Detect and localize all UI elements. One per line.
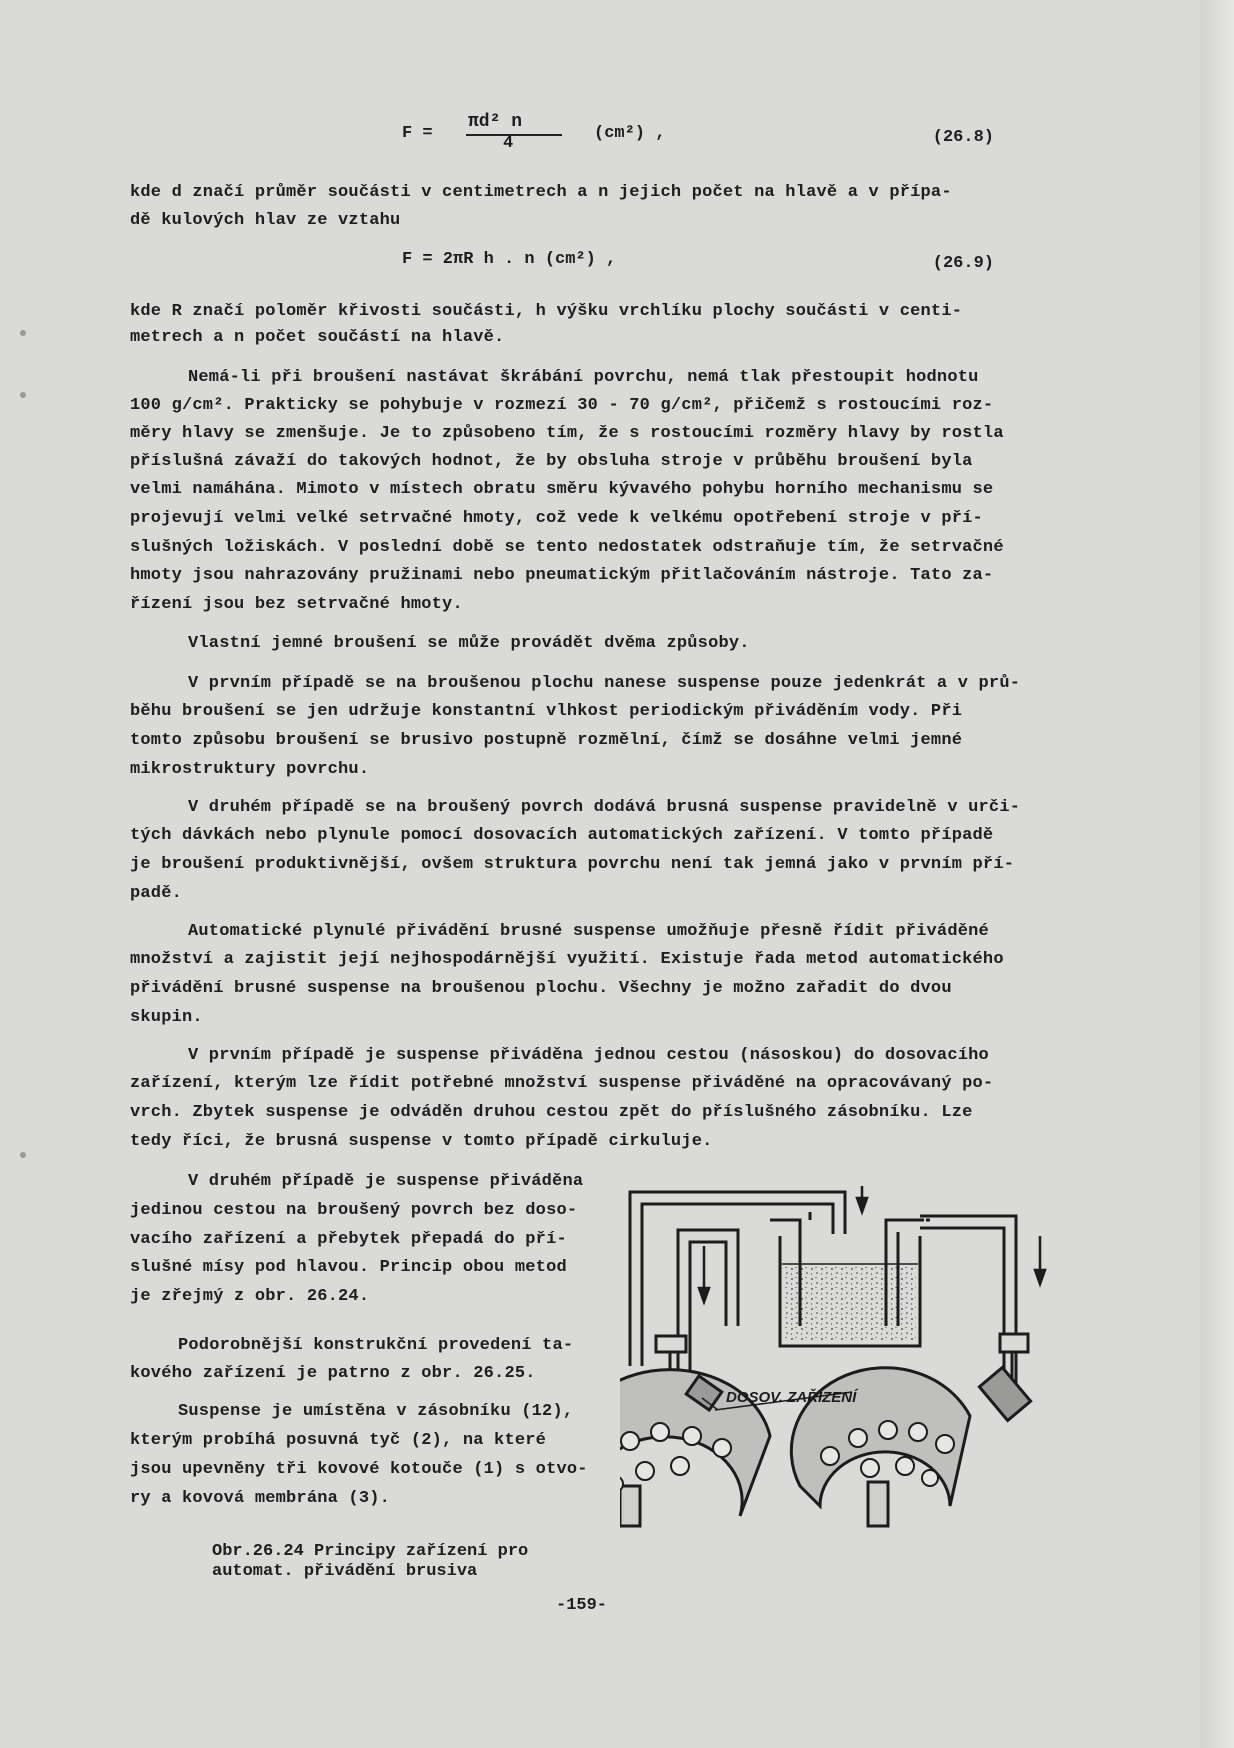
text-line: mikrostruktury povrchu.: [130, 760, 370, 779]
text-line: kde d značí průměr součásti v centimetrech a n jejich počet na hlavě a v přípa-: [130, 183, 952, 202]
page-number: -159-: [556, 1596, 608, 1615]
paragraph-first-line: V druhém případě se na broušený povrch dodává brusná suspense pravidelně v urči-: [188, 798, 1021, 817]
text-line: je zřejmý z obr. 26.24.: [130, 1287, 370, 1306]
paragraph-first-line: Automatické plynulé přivádění brusné suspense umožňuje přesně řídit přiváděné: [188, 922, 989, 941]
text-line: projevují velmi velké setrvačné hmoty, což vede k velkému opotřebení stroje v pří-: [130, 509, 983, 528]
punch-hole-mark: [20, 392, 26, 398]
text-line: velmi namáhána. Mimoto v místech obratu směru kývavého pohybu horního mechanismu se: [130, 480, 994, 499]
text-line: jsou upevněny tři kovové kotouče (1) s otvo-: [130, 1460, 588, 1479]
equation-numerator: πd² n: [468, 112, 523, 132]
text-line: tých dávkách nebo plynule pomocí dosovacích automatických zařízení. V tomto případě: [130, 826, 994, 845]
equation-expression: F = 2πR h . n (cm²) ,: [402, 250, 617, 269]
figure-caption-line: automat. přivádění brusiva: [212, 1562, 478, 1581]
text-line: tomto způsobu broušení se brusivo postupně rozmělní, čímž se dosáhne velmi jemné: [130, 731, 963, 750]
text-line: slušné mísy pod hlavou. Princip obou metod: [130, 1258, 567, 1277]
text-line: 100 g/cm². Prakticky se pohybuje v rozmezí 30 - 70 g/cm², přičemž s rostoucími roz-: [130, 396, 994, 415]
text-line: metrech a n počet součástí na hlavě.: [130, 328, 505, 347]
page-edge: [1200, 0, 1234, 1748]
paragraph-first-line: V druhém případě je suspense přiváděna: [188, 1172, 584, 1191]
punch-hole-mark: [20, 1152, 26, 1158]
text-line: skupin.: [130, 1008, 203, 1027]
paragraph-first-line: V prvním případě je suspense přiváděna jednou cestou (násoskou) do dosovacího: [188, 1046, 989, 1065]
fraction-bar: [466, 134, 562, 136]
figure-label: DOSOV. ZAŘÍZENÍ: [726, 1389, 857, 1406]
equation-unit: (cm²) ,: [594, 124, 666, 143]
text-line: dě kulových hlav ze vztahu: [130, 211, 401, 230]
text-line: tedy říci, že brusná suspense v tomto případě cirkuluje.: [130, 1132, 713, 1151]
text-line: zařízení, kterým lze řídit potřebné množství suspense přiváděné na opracovávaný po-: [130, 1074, 994, 1093]
text-line: množství a zajistit její nejhospodárnější využití. Existuje řada metod automatického: [130, 950, 1004, 969]
text-line: vacího zařízení a přebytek přepadá do pří-: [130, 1230, 567, 1249]
figure-caption-line: Obr.26.24 Principy zařízení pro: [212, 1542, 529, 1561]
paragraph-first-line: Nemá-li při broušení nastávat škrábání povrchu, nemá tlak přestoupit hodnotu: [188, 368, 979, 387]
punch-hole-mark: [20, 330, 26, 336]
equation-number: (26.8): [932, 128, 994, 147]
text-line: přivádění brusné suspense na broušenou plochu. Všechny je možno zařadit do dvou: [130, 979, 952, 998]
text-line: kde R značí poloměr křivosti součásti, h výšku vrchlíku plochy součásti v centi-: [130, 302, 963, 321]
dosing-device-diagram: [620, 1186, 1060, 1562]
text-line: hmoty jsou nahrazovány pružinami nebo pneumatickým přitlačováním nástroje. Tato za-: [130, 566, 994, 585]
text-line: vrch. Zbytek suspense je odváděn druhou cestou zpět do příslušného zásobníku. Lze: [130, 1103, 973, 1122]
text-line: jedinou cestou na broušený povrch bez doso-: [130, 1201, 578, 1220]
text-line: běhu broušení se jen udržuje konstantní vlhkost periodickým přiváděním vody. Při: [130, 702, 963, 721]
equation-lhs: F =: [402, 124, 433, 143]
text-line: kterým probíhá posuvná tyč (2), na které: [130, 1431, 547, 1450]
text-line: je broušení produktivnější, ovšem struktura povrchu není tak jemná jako v prvním pří-: [130, 855, 1015, 874]
text-line: padě.: [130, 884, 183, 903]
paragraph-first-line: Podorobnější konstrukční provedení ta-: [178, 1336, 574, 1355]
text-line: měry hlavy se zmenšuje. Je to způsobeno tím, že s rostoucími rozměry hlavy by rostla: [130, 424, 1004, 443]
text-line: ry a kovová membrána (3).: [130, 1489, 391, 1508]
text-line: řízení jsou bez setrvačné hmoty.: [130, 595, 463, 614]
equation-number: (26.9): [932, 254, 994, 273]
equation-denominator: 4: [503, 134, 514, 153]
text-line: příslušná závaží do takových hodnot, že by obsluha stroje v průběhu broušení byla: [130, 452, 973, 471]
paragraph-first-line: Vlastní jemné broušení se může provádět dvěma způsoby.: [188, 634, 750, 653]
text-line: slušných ložiskách. V poslední době se tento nedostatek odstraňuje tím, že setrvačné: [130, 538, 1004, 557]
text-line: kového zařízení je patrno z obr. 26.25.: [130, 1364, 536, 1383]
paragraph-first-line: Suspense je umístěna v zásobníku (12),: [178, 1402, 574, 1421]
paragraph-first-line: V prvním případě se na broušenou plochu nanese suspense pouze jedenkrát a v prů-: [188, 674, 1021, 693]
